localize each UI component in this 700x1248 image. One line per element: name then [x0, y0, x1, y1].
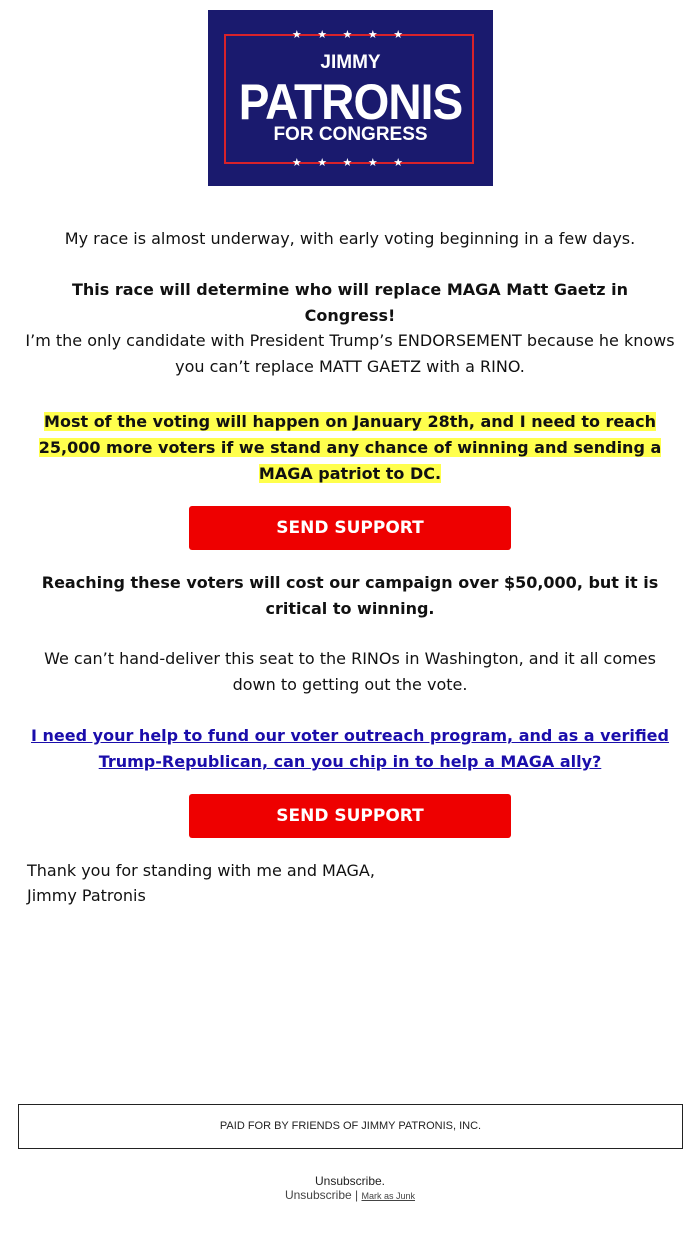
logo-for-congress: FOR CONGRESS	[273, 124, 428, 145]
highlighted-voting-text: Most of the voting will happen on January 28th, and I need to reach 25,000 more voters if we stand any chance of winning and sending a MAGA patriot to DC.	[38, 412, 662, 483]
logo-stars-top: ★ ★ ★ ★ ★	[291, 28, 410, 41]
paid-for-disclaimer: PAID FOR BY FRIENDS OF JIMMY PATRONIS, INC.	[18, 1104, 683, 1149]
footer-links	[0, 1188, 700, 1202]
signoff-signature: Jimmy Patronis	[27, 886, 146, 905]
unsubscribe-link[interactable]: Unsubscribe	[284, 1188, 352, 1202]
signoff-thanks: Thank you for standing with me and MAGA,	[27, 861, 375, 880]
logo-last-name: PATRONIS	[238, 74, 463, 130]
campaign-logo	[208, 10, 493, 186]
unsubscribe-text-line	[0, 1174, 700, 1188]
unsubscribe-link-top[interactable]: Unsubscribe.	[314, 1174, 386, 1188]
send-support-button-1[interactable]: SEND SUPPORT	[189, 506, 511, 550]
washington-paragraph: We can’t hand-deliver this seat to the RINOs in Washington, and it all comes down to getting out the vote.	[44, 649, 656, 694]
donate-link-paragraph	[24, 723, 676, 775]
logo-first-name: JIMMY	[320, 52, 381, 73]
race-headline: This race will determine who will replace MAGA Matt Gaetz in Congress!	[71, 280, 629, 325]
mark-as-junk-link[interactable]: Mark as Junk	[361, 1191, 416, 1201]
cost-paragraph: Reaching these voters will cost our campaign over $50,000, but it is critical to winning.	[41, 573, 659, 618]
voting-paragraph	[24, 409, 676, 487]
intro-paragraph: My race is almost underway, with early voting beginning in a few days.	[64, 229, 636, 248]
send-support-button-2[interactable]: SEND SUPPORT	[189, 794, 511, 838]
donate-link[interactable]: I need your help to fund our voter outreach program, and as a verified Trump-Republican, can you chip in to help a MAGA ally?	[31, 726, 669, 771]
endorsement-paragraph: I’m the only candidate with President Trump’s ENDORSEMENT because he knows you can’t replace MATT GAETZ with a RINO.	[25, 331, 675, 376]
signoff	[27, 858, 375, 908]
footer-separator: |	[355, 1188, 359, 1202]
logo-stars-bottom: ★ ★ ★ ★ ★	[291, 156, 410, 169]
